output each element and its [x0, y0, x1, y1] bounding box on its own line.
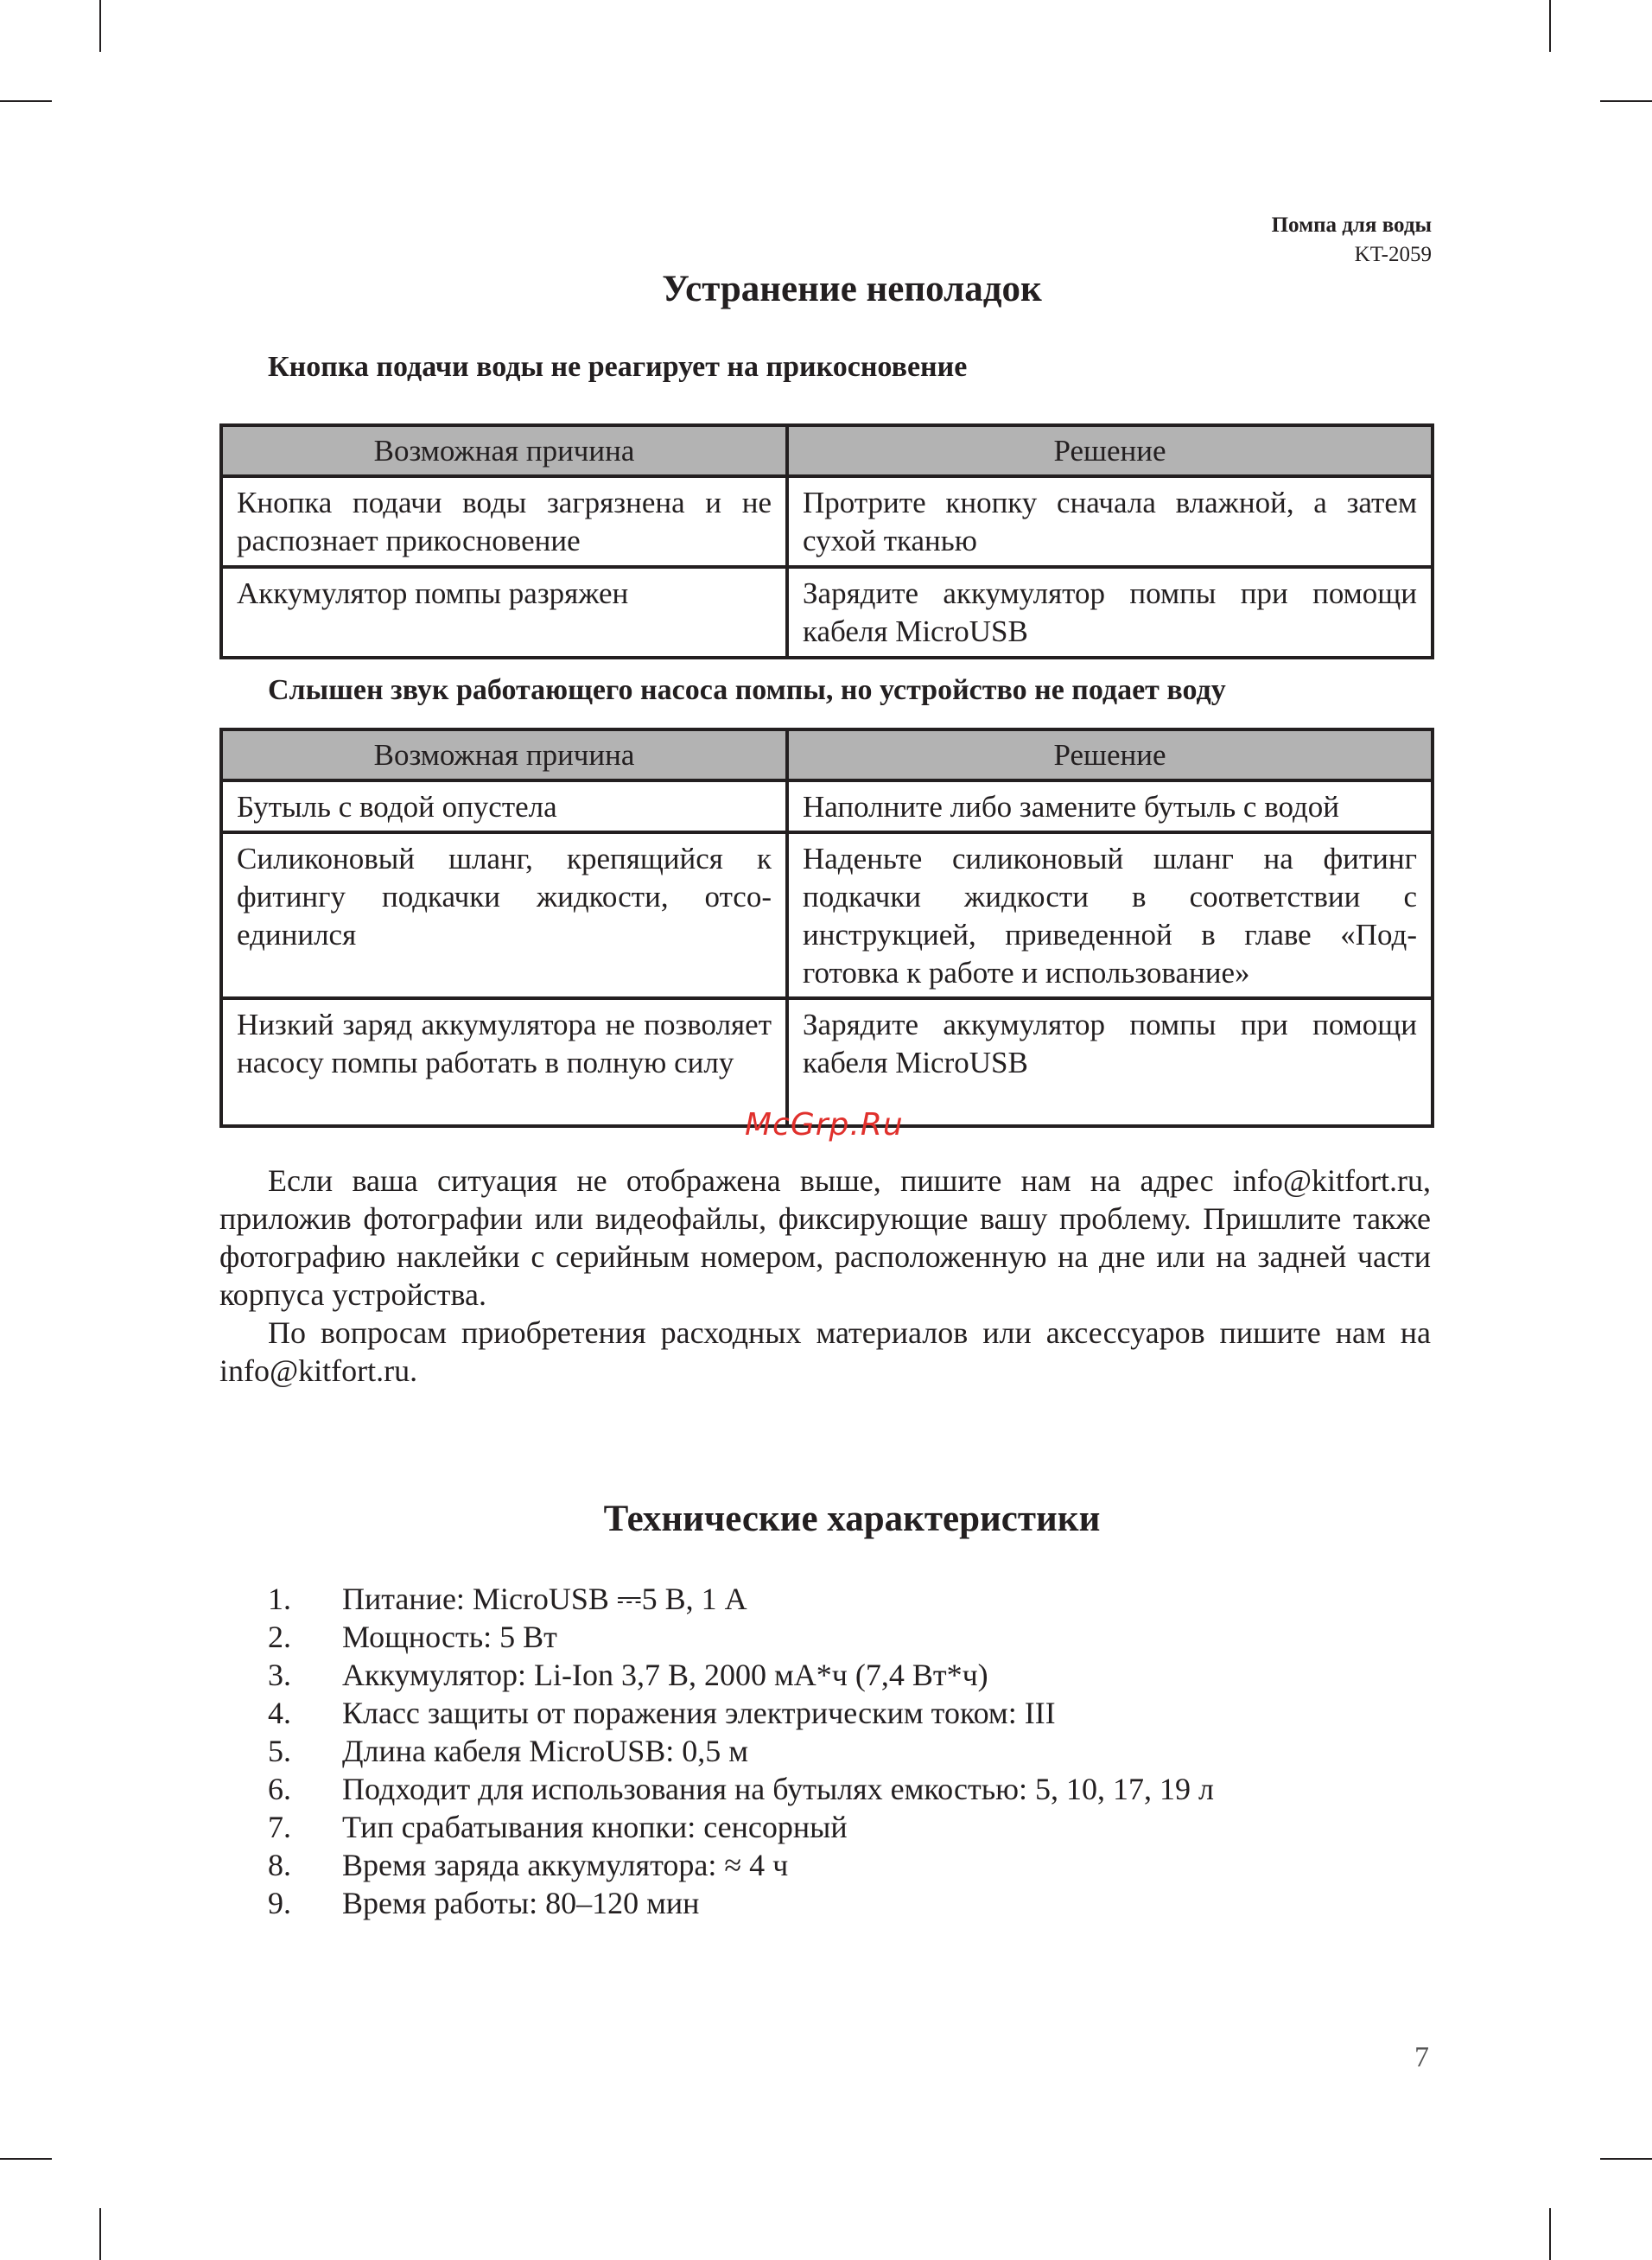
model-number: KT-2059	[1354, 243, 1432, 266]
table-row	[221, 832, 1433, 998]
spec-text: Время заряда аккумулятора: ≈ 4 ч	[342, 1848, 789, 1882]
solution-cell: Наденьте силиконовый шланг на фитинг подкачки жидкости в соответствии с инструкцией, приведенной в главе «Подготовка к работе и использование»	[787, 832, 1433, 998]
list-number: 8.	[268, 1848, 291, 1882]
list-item	[268, 1770, 1214, 1808]
list-number: 3.	[268, 1658, 291, 1692]
troubleshooting-table-1	[219, 423, 1434, 659]
spec-text: Тип срабатывания кнопки: сенсорный	[342, 1810, 848, 1844]
list-number: 2.	[268, 1620, 291, 1654]
solution-cell: Наполните либо замените бутыль с водой	[787, 780, 1433, 832]
crop-mark	[0, 100, 52, 102]
specs-title: Технические характеристики	[603, 1499, 1101, 1539]
spec-text: Мощность: 5 Вт	[342, 1620, 557, 1654]
solution-cell: Зарядите аккумулятор помпы при помощи кабеля MicroUSB	[787, 567, 1433, 658]
problem-1-title: Кнопка подачи воды не реагирует на прикосновение	[268, 351, 968, 383]
list-item	[268, 1732, 1214, 1770]
list-item	[268, 1656, 1214, 1694]
cause-cell: Силиконовый шланг, крепящийся к фитингу подкачки жидкости, отсоединился	[221, 832, 787, 998]
troubleshooting-table-2	[219, 728, 1434, 1128]
list-item	[268, 1846, 1214, 1884]
spec-text: Питание: MicroUSB ⎓5 В, 1 А	[342, 1582, 747, 1616]
solution-cell: Протрите кнопку сначала влажной, а затем сухой тканью	[787, 476, 1433, 567]
list-number: 9.	[268, 1886, 291, 1920]
cause-cell: Кнопка подачи воды загрязнена и не распознает прикосновение	[221, 476, 787, 567]
crop-mark	[99, 0, 101, 52]
list-number: 5.	[268, 1734, 291, 1768]
list-item	[268, 1580, 1214, 1618]
column-header-cause: Возможная причина	[221, 425, 787, 476]
list-number: 4.	[268, 1696, 291, 1730]
contact-paragraph: Если ваша ситуация не отображена выше, пишите нам на адрес info@kitfort.ru, приложив фотографии или видеофайлы, фиксирующие вашу проблему. Пришлите также фотографию наклейки с серийным номером, расположенную на дне или на задней части корпуса устройства.	[219, 1163, 1431, 1312]
cause-cell: Аккумулятор помпы разряжен	[221, 567, 787, 658]
column-header-cause: Возможная причина	[221, 729, 787, 780]
crop-mark	[0, 2158, 52, 2160]
cause-cell: Низкий заряд аккумулятора не позволяет насосу помпы работать в полную силу	[221, 998, 787, 1126]
table-row	[221, 780, 1433, 832]
list-item	[268, 1808, 1214, 1846]
list-item	[268, 1618, 1214, 1656]
list-item	[268, 1694, 1214, 1732]
cause-cell: Бутыль с водой опустела	[221, 780, 787, 832]
running-header	[1272, 211, 1432, 270]
troubleshooting-title: Устранение неполадок	[662, 269, 1042, 309]
list-item	[268, 1884, 1214, 1922]
column-header-solution: Решение	[787, 425, 1433, 476]
crop-mark	[1549, 2208, 1551, 2260]
list-number: 7.	[268, 1810, 291, 1844]
accessories-paragraph: По вопросам приобретения расходных материалов или аксессуаров пишите нам на info@kitfort.ru.	[219, 1315, 1431, 1388]
spec-text: Аккумулятор: Li-Ion 3,7 В, 2000 мА*ч (7,4 Вт*ч)	[342, 1658, 988, 1692]
crop-mark	[1549, 0, 1551, 52]
spec-text: Длина кабеля MicroUSB: 0,5 м	[342, 1734, 749, 1768]
problem-2-title: Слышен звук работающего насоса помпы, но устройство не подает воду	[268, 674, 1226, 706]
specs-list	[268, 1580, 1214, 1922]
list-number: 1.	[268, 1582, 291, 1616]
spec-text: Подходит для использования на бутылях емкостью: 5, 10, 17, 19 л	[342, 1772, 1214, 1806]
watermark: McGrp.Ru	[745, 1107, 904, 1143]
crop-mark	[1600, 2158, 1652, 2160]
page-number: 7	[1414, 2041, 1429, 2073]
table-row	[221, 476, 1433, 567]
list-number: 6.	[268, 1772, 291, 1806]
table-row	[221, 567, 1433, 658]
spec-text: Класс защиты от поражения электрическим током: III	[342, 1696, 1056, 1730]
contact-paragraphs	[219, 1162, 1431, 1390]
crop-mark	[99, 2208, 101, 2260]
spec-text: Время работы: 80–120 мин	[342, 1886, 700, 1920]
column-header-solution: Решение	[787, 729, 1433, 780]
product-name: Помпа для воды	[1271, 213, 1432, 237]
crop-mark	[1600, 100, 1652, 102]
solution-cell: Зарядите аккумулятор помпы при помощи кабеля MicroUSB	[787, 998, 1433, 1126]
